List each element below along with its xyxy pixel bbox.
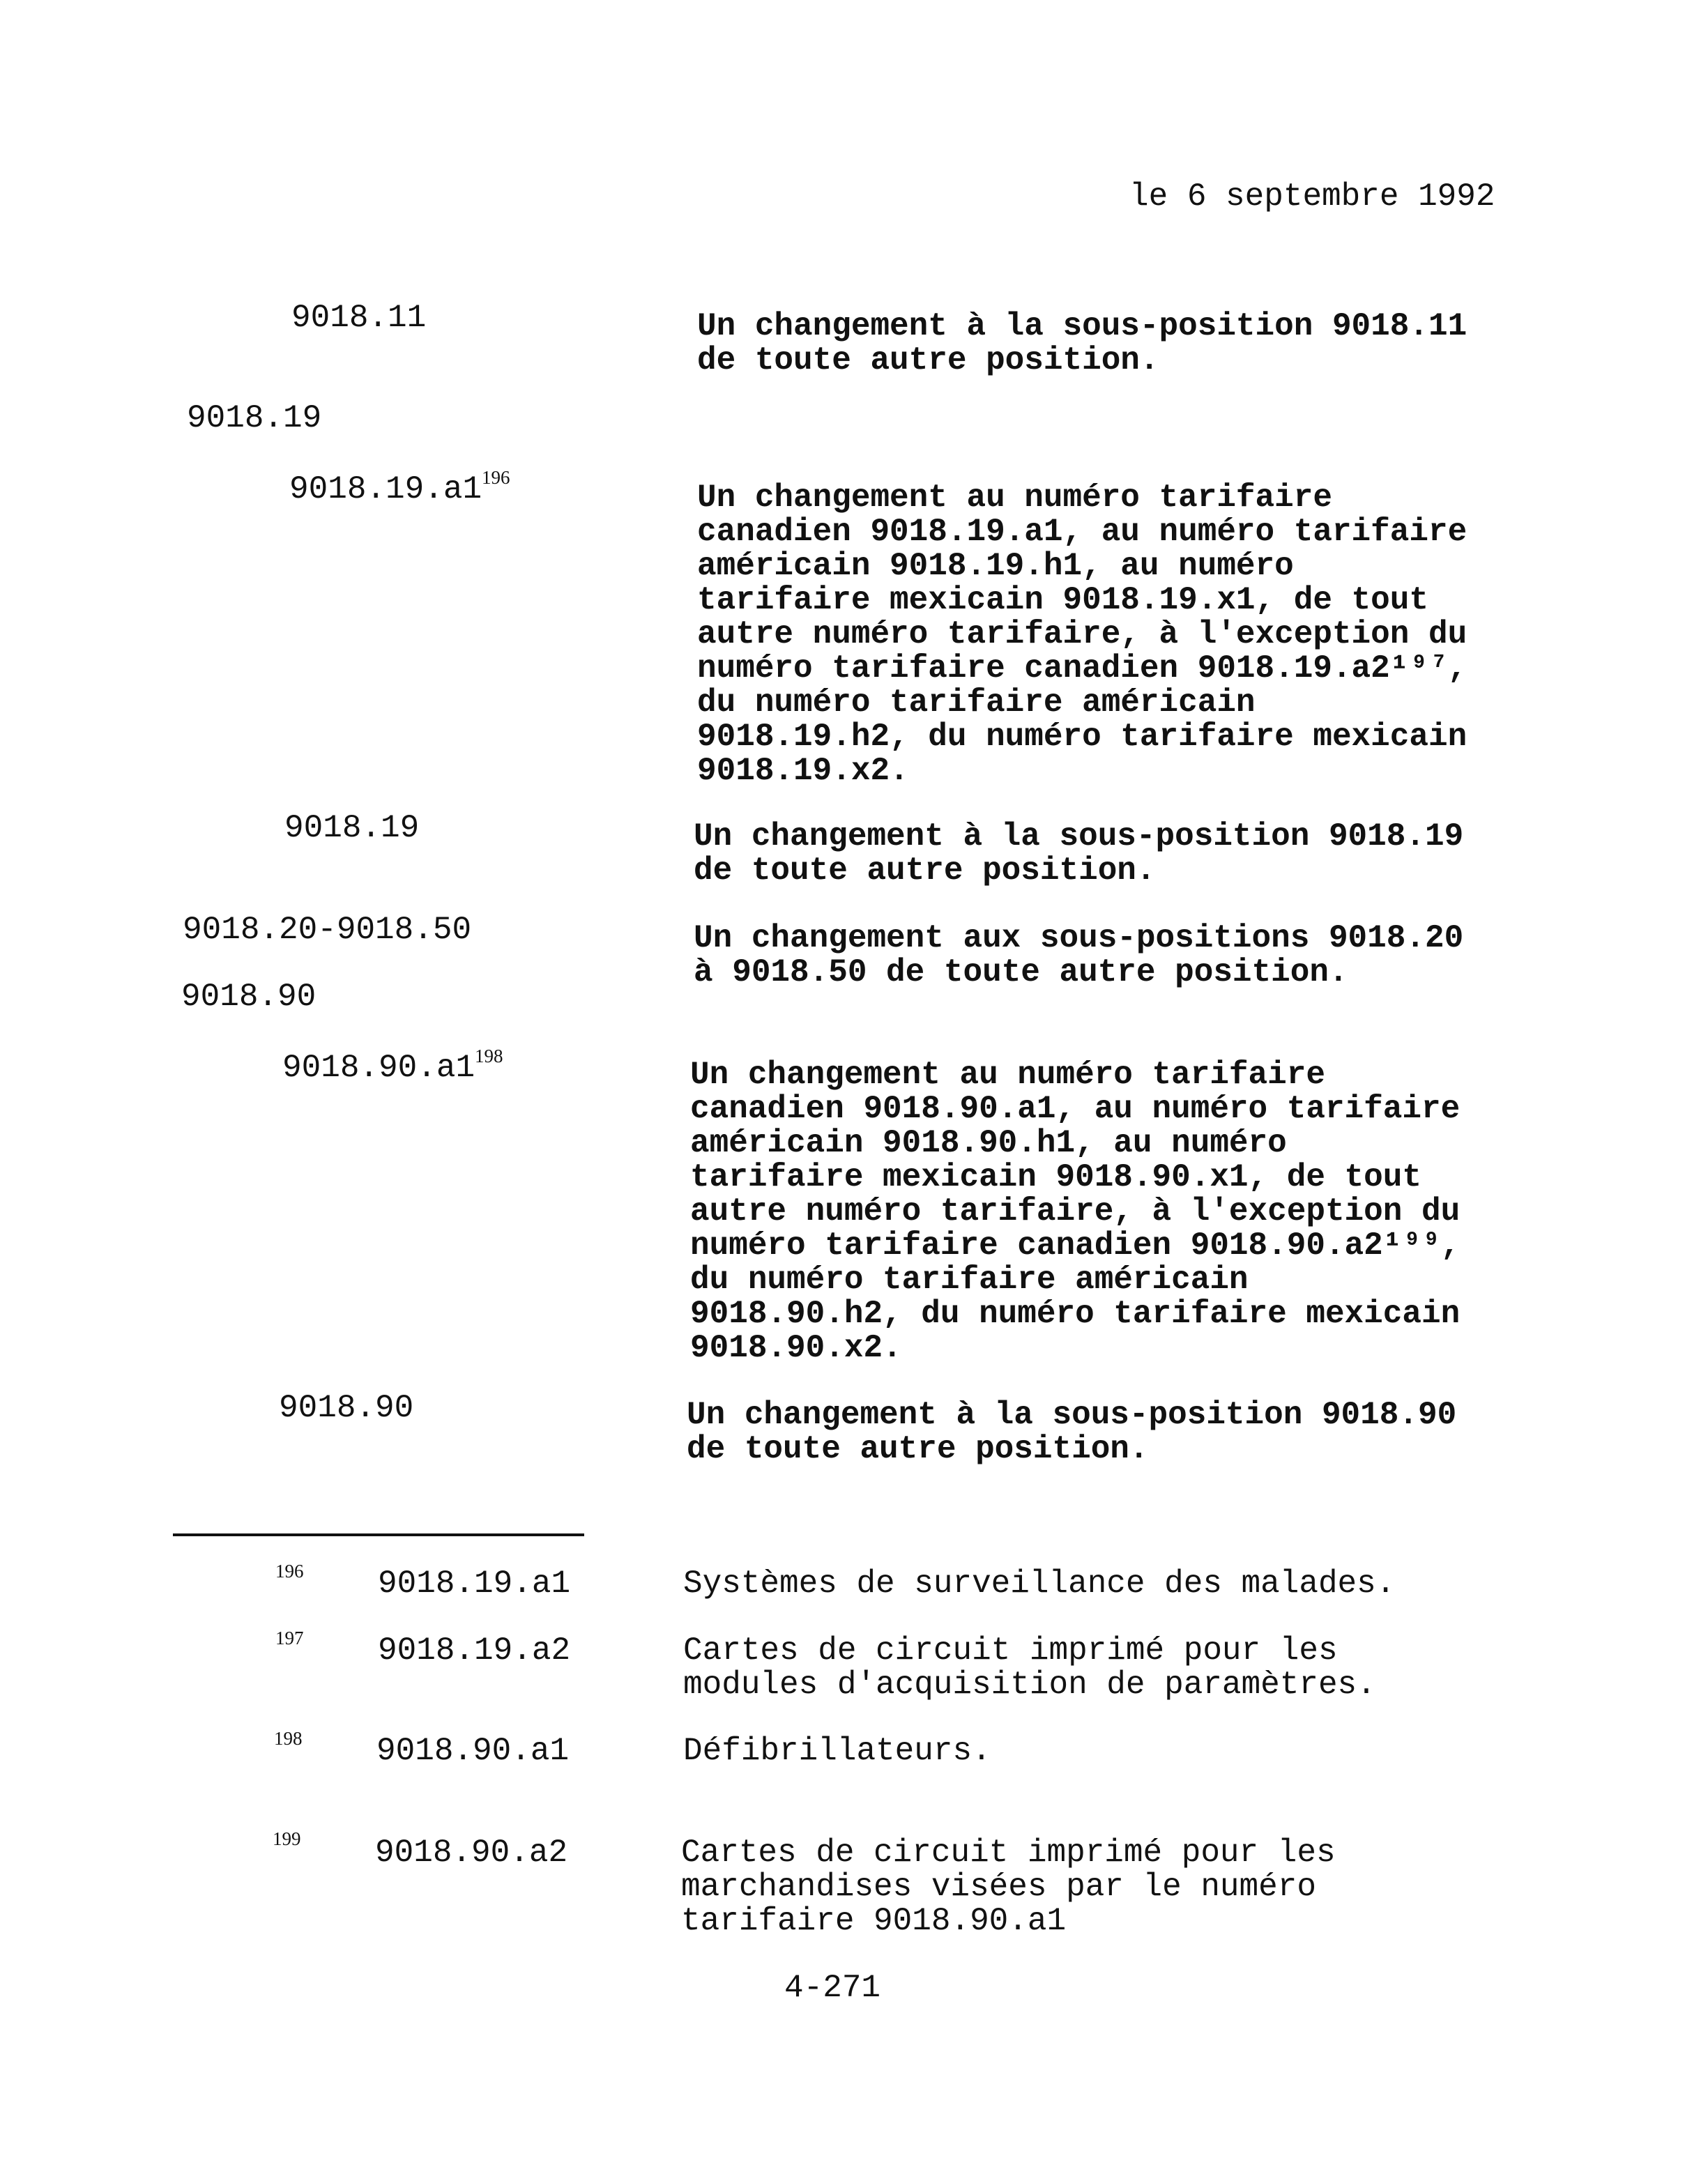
document-date: le 6 septembre 1992	[1129, 178, 1495, 215]
footnote-separator	[173, 1533, 584, 1536]
footnote-code: 9018.19.a2	[378, 1632, 571, 1669]
footnote-text: Cartes de circuit imprimé pour les modules d'acquisition de paramètres.	[683, 1632, 1376, 1703]
footnote-text: Systèmes de surveillance des malades.	[683, 1566, 1396, 1602]
footnote-number: 196	[275, 1561, 304, 1582]
tariff-code: $9018.90.a1^{198}$	[282, 1046, 503, 1086]
rule-text: Un changement au numéro tarifaire canadien 9018.90.a1, au numéro tarifaire américain 9018.90.h1, au numéro tarifaire mexicain 9018.90.x1, de tout autre numéro tarifaire, à l'exception du numéro tarifaire canadien 9018.90.a2¹⁹⁹, du numéro tarifaire américain 9018.90.h2, du numéro tarifaire mexicain 9018.90.x2.	[690, 1057, 1461, 1366]
footnote-text: Cartes de circuit imprimé pour les marchandises visées par le numéro tarifaire 9018.90.a1	[681, 1835, 1336, 1939]
tariff-code: 9018.11	[291, 300, 427, 336]
tariff-code: 9018.19	[284, 810, 420, 846]
rule-text: Un changement à la sous-position 9018.11 de toute autre position.	[697, 308, 1467, 378]
rule-text: Un changement à la sous-position 9018.19 de toute autre position.	[694, 818, 1464, 889]
tariff-code: $9018.19.a1^{196}$	[289, 467, 510, 507]
rule-text: Un changement au numéro tarifaire canadien 9018.19.a1, au numéro tarifaire américain 9018.19.h1, au numéro tarifaire mexicain 9018.19.x1, de tout autre numéro tarifaire, à l'exception du numéro tarifaire canadien 9018.19.a2¹⁹⁷, du numéro tarifaire américain 9018.19.h2, du numéro tarifaire mexicain 9018.19.x2.	[697, 480, 1467, 789]
footnote-ref: 196	[482, 467, 510, 488]
tariff-code: 9018.90	[279, 1390, 414, 1426]
footnote-text: Défibrillateurs.	[683, 1733, 991, 1769]
page-number: 4-271	[784, 1970, 881, 2006]
footnote-number: 198	[274, 1728, 303, 1749]
rule-text: Un changement à la sous-position 9018.90 de toute autre position.	[687, 1397, 1457, 1467]
footnote-number: 197	[275, 1628, 304, 1648]
tariff-heading: 9018.90	[181, 979, 317, 1015]
footnote-ref: 198	[475, 1046, 503, 1066]
tariff-heading: 9018.20-9018.50	[183, 912, 472, 948]
rule-text: Un changement aux sous-positions 9018.20 à 9018.50 de toute autre position.	[694, 920, 1464, 990]
footnote-number: 199	[273, 1828, 301, 1849]
tariff-heading: 9018.19	[187, 400, 322, 436]
footnote-code: 9018.19.a1	[378, 1566, 571, 1602]
footnote-code: 9018.90.a1	[376, 1733, 570, 1769]
footnote-code: 9018.90.a2	[375, 1835, 568, 1871]
